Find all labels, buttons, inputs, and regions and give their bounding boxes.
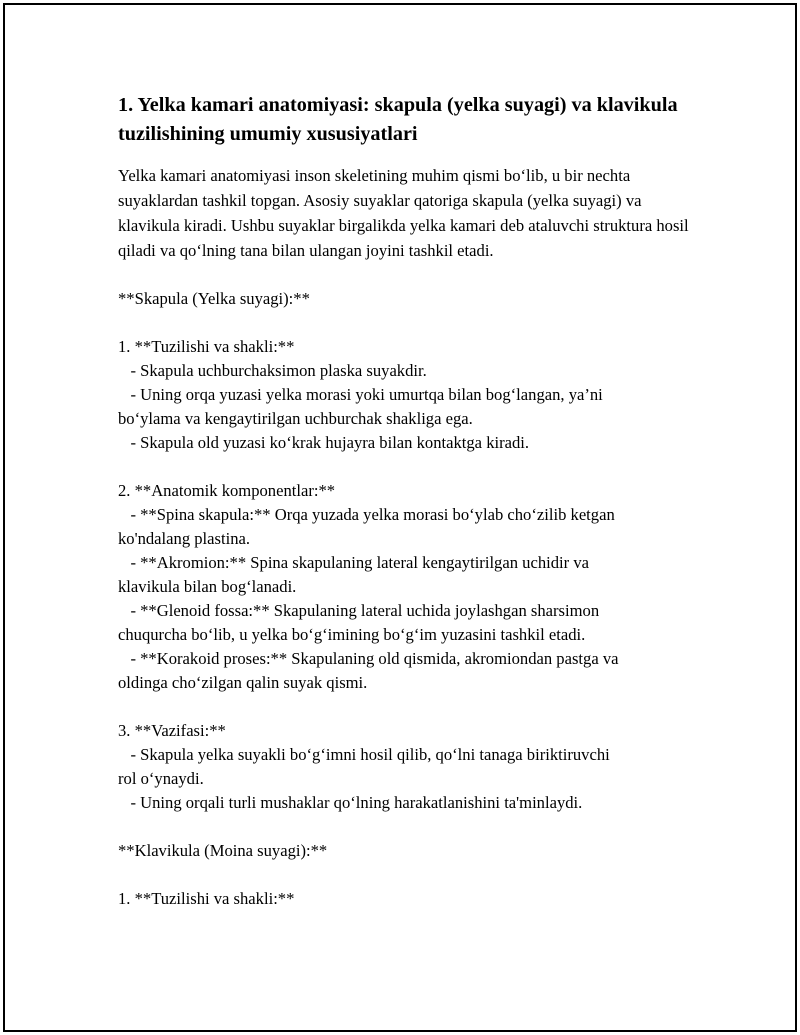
blank-line [118,863,693,887]
text-line: - Uning orqali turli mushaklar qo‘lning harakatlanishini ta'minlaydi. [118,793,583,812]
intro-paragraph: Yelka kamari anatomiyasi inson skeletining muhim qismi bo‘lib, u bir nechta suyaklardan tashkil topgan. Asosiy suyaklar qatoriga skapula (yelka suyagi) va klavikula kiradi. Ushbu suyaklar birgalikda yelka kamari deb ataluvchi struktura hosil qiladi va qo‘lning tana bilan ulangan joyini tashkil etadi. [118,166,689,260]
text-line: 3. **Vazifasi:** [118,721,226,740]
text-line: oldinga cho‘zilgan qalin suyak qismi. [118,673,368,692]
text-line: **Skapula (Yelka suyagi):** [118,289,310,308]
text-line: - Skapula old yuzasi ko‘krak hujayra bilan kontaktga kiradi. [118,433,530,452]
text-line: ko'ndalang plastina. [118,529,251,548]
text-line: 1. **Tuzilishi va shakli:** [118,337,295,356]
text-line: - Skapula yelka suyakli bo‘g‘imni hosil qilib, qo‘lni tanaga biriktiruvchi [118,745,610,764]
document-title: 1. Yelka kamari anatomiyasi: skapula (yelka suyagi) va klavikula tuzilishining umumiy xususiyatlari [118,94,678,145]
text-line: - Uning orqa yuzasi yelka morasi yoki umurtqa bilan bog‘langan, ya’ni [118,385,603,404]
text-line: 1. **Tuzilishi va shakli:** [118,889,295,908]
blank-line [118,695,693,719]
text-line: - **Spina skapula:** Orqa yuzada yelka morasi bo‘ylab cho‘zilib ketgan [118,505,615,524]
text-line: - **Korakoid proses:** Skapulaning old qismida, akromiondan pastga va [118,649,619,668]
text-line: rol o‘ynaydi. [118,769,204,788]
text-line: chuqurcha bo‘lib, u yelka bo‘g‘imining bo‘g‘im yuzasini tashkil etadi. [118,625,586,644]
text-line: - **Glenoid fossa:** Skapulaning lateral uchida joylashgan sharsimon [118,601,600,620]
document-lines [118,263,693,911]
text-line: - Skapula uchburchaksimon plaska suyakdir. [118,361,427,380]
blank-line [118,263,693,287]
text-line: **Klavikula (Moina suyagi):** [118,841,328,860]
blank-line [118,815,693,839]
text-line: bo‘ylama va kengaytirilgan uchburchak shakliga ega. [118,409,473,428]
text-line: klavikula bilan bog‘lanadi. [118,577,297,596]
text-line: 2. **Anatomik komponentlar:** [118,481,336,500]
document-body [118,91,693,911]
blank-line [118,311,693,335]
text-line: - **Akromion:** Spina skapulaning lateral kengaytirilgan uchidir va [118,553,589,572]
blank-line [118,455,693,479]
